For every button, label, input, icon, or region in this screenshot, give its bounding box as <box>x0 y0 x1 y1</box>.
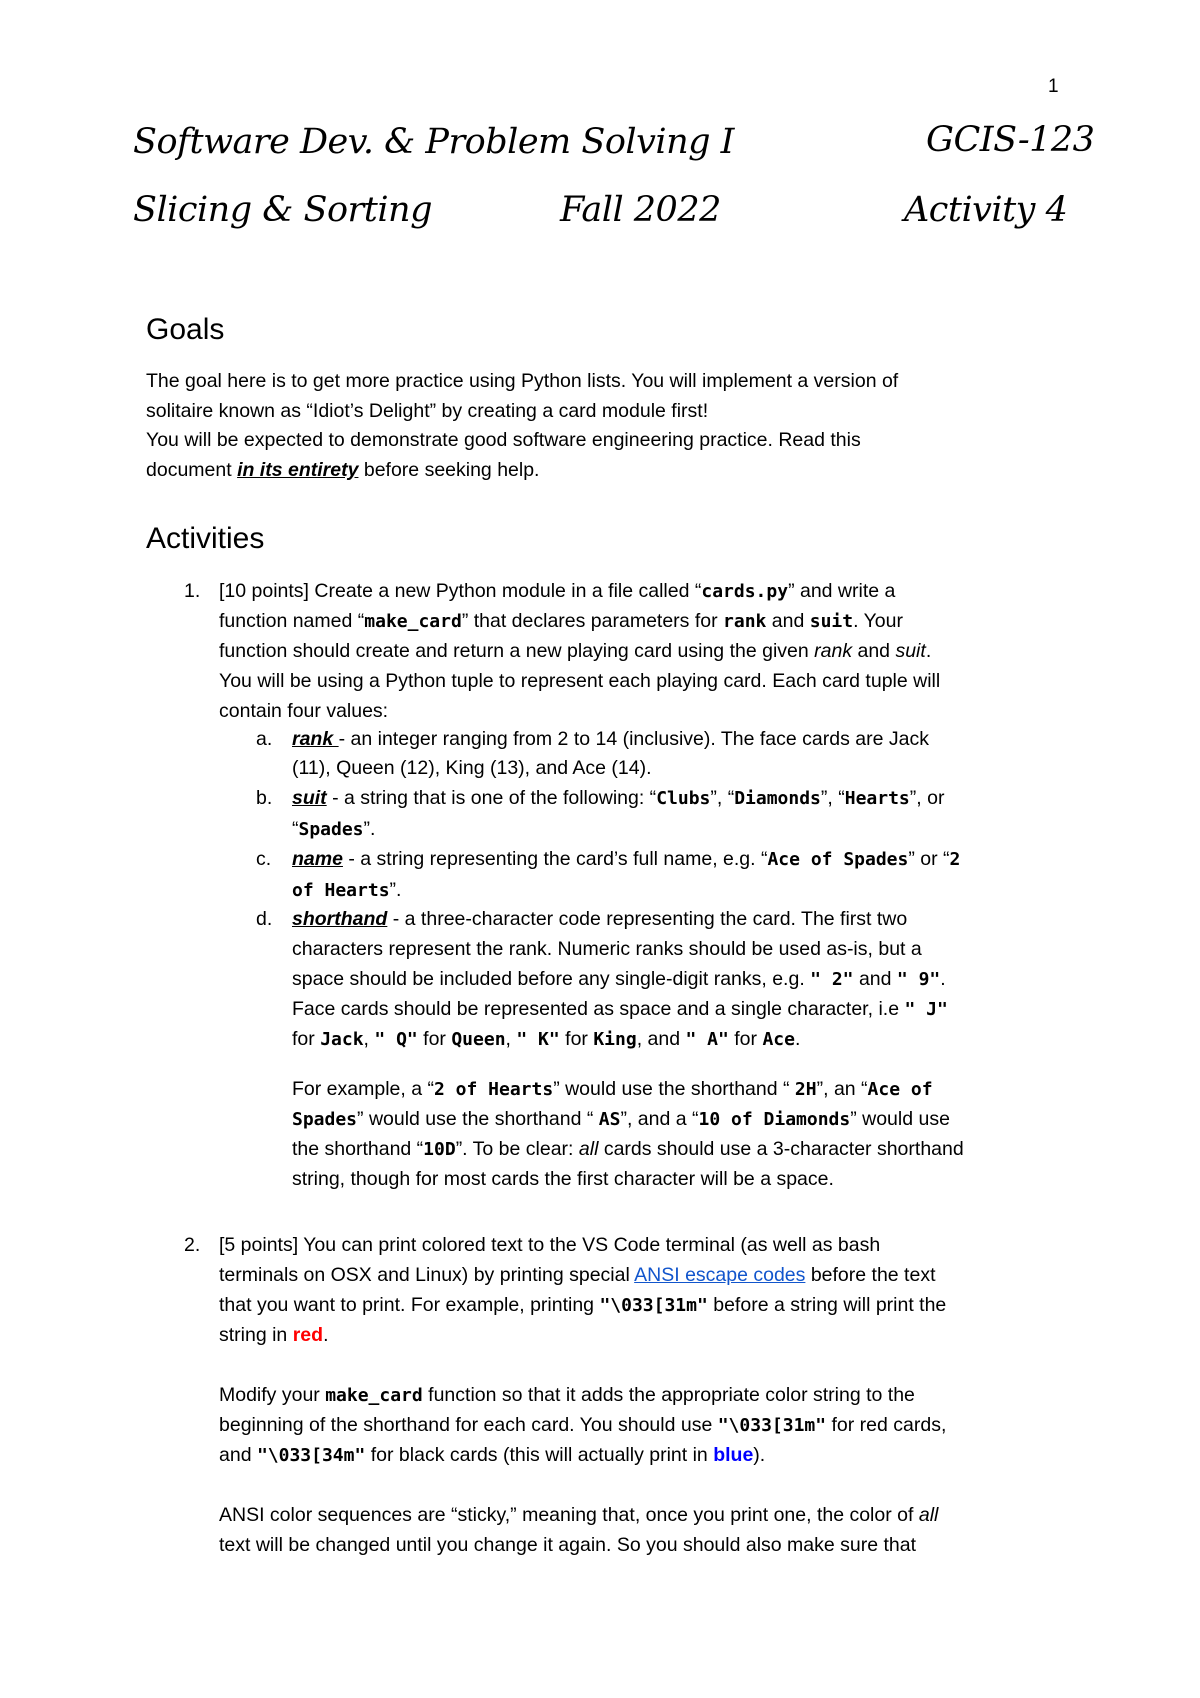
item-line: characters represent the rank. Numeric ranks should be used as-is, but a <box>292 938 922 960</box>
text: the shorthand “ <box>292 1138 424 1160</box>
text: , and <box>636 1028 686 1050</box>
code: Spades <box>298 819 364 840</box>
goals-line: The goal here is to get more practice using Python lists. You will implement a version of <box>146 370 899 392</box>
term: shorthand <box>292 908 388 930</box>
goals-line: solitaire known as “Idiot’s Delight” by creating a card module first! <box>146 400 709 422</box>
italic: rank <box>814 640 853 662</box>
list-number: 2. <box>184 1234 201 1256</box>
text: and <box>853 968 897 990</box>
code: Ace of Spades <box>767 849 909 870</box>
text: for <box>559 1028 594 1050</box>
item-line <box>219 1380 915 1411</box>
code: Hearts <box>844 788 910 809</box>
text: for <box>728 1028 763 1050</box>
item-line: You will be using a Python tuple to represent each playing card. Each card tuple will <box>219 670 941 692</box>
text: Modify your <box>219 1384 326 1406</box>
text: ANSI color sequences are “sticky,” meaning that, once you print one, the color of <box>219 1504 919 1526</box>
page-number: 1 <box>1048 76 1059 97</box>
text: For example, a “ <box>292 1078 434 1100</box>
goals-line <box>146 455 539 485</box>
text: ” would use the shorthand “ <box>357 1108 599 1130</box>
text: ” or “ <box>908 848 950 870</box>
goals-heading: Goals <box>146 313 225 346</box>
text: function so that it adds the appropriate color string to the <box>422 1384 915 1406</box>
text: space should be included before any single-digit ranks, e.g. <box>292 968 811 990</box>
code: " Q" <box>374 1029 418 1050</box>
term: rank <box>292 728 339 750</box>
code: "\033[34m" <box>256 1445 366 1466</box>
code: Clubs <box>656 788 711 809</box>
text: - a string representing the card’s full name, e.g. “ <box>342 848 768 870</box>
code: Jack <box>320 1029 364 1050</box>
text: function named “ <box>219 610 365 632</box>
text: and <box>766 610 810 632</box>
item-line <box>292 1134 964 1165</box>
red-word: red <box>292 1324 324 1346</box>
text: , <box>363 1028 375 1050</box>
text: - a string that is one of the following: “ <box>326 787 657 809</box>
activity-number: Activity 4 <box>904 190 1068 230</box>
code: "\033[31m" <box>717 1415 827 1436</box>
code: " A" <box>685 1029 729 1050</box>
item-line <box>292 1074 933 1105</box>
code: Ace <box>762 1029 795 1050</box>
text: for black cards (this will actually print in <box>365 1444 714 1466</box>
sub-letter: b. <box>256 787 273 809</box>
item-line: (11), Queen (12), King (13), and Ace (14). <box>292 757 652 779</box>
term: suit <box>292 787 327 809</box>
item-line <box>219 1440 765 1471</box>
text: “ <box>292 818 299 840</box>
text: ”, an “ <box>816 1078 868 1100</box>
code: 10 of Diamonds <box>698 1109 851 1130</box>
item-line: string, though for most cards the first character will be a space. <box>292 1168 834 1190</box>
code: "\033[31m" <box>599 1295 708 1316</box>
list-number: 1. <box>184 580 201 602</box>
course-code: GCIS-123 <box>926 120 1095 160</box>
text: . Your <box>853 610 903 632</box>
text: and <box>219 1444 257 1466</box>
item-line <box>292 875 401 906</box>
italic: suit <box>895 640 926 662</box>
code: of Hearts <box>292 880 390 901</box>
item-line <box>219 576 895 607</box>
code: " J" <box>904 999 948 1020</box>
text: [10 points] Create a new Python module in a file called “ <box>219 580 702 602</box>
item-line: contain four values: <box>219 700 389 722</box>
item-line <box>292 1104 950 1135</box>
text: for <box>292 1028 321 1050</box>
text: ”, “ <box>820 787 845 809</box>
sub-letter: d. <box>256 908 273 930</box>
item-line <box>292 964 946 995</box>
code: suit <box>809 611 854 632</box>
item-line <box>292 844 960 875</box>
code: rank <box>723 611 767 632</box>
text: ”, “ <box>710 787 735 809</box>
text: beginning of the shorthand for each card. You should use <box>219 1414 718 1436</box>
text: for red cards, <box>826 1414 947 1436</box>
text: that you want to print. For example, printing <box>219 1294 600 1316</box>
item-line <box>292 814 375 845</box>
code: Ace of <box>867 1079 933 1100</box>
item-line: [5 points] You can print colored text to the VS Code terminal (as well as bash <box>219 1234 881 1256</box>
sub-letter: c. <box>256 848 272 870</box>
code: Diamonds <box>734 788 821 809</box>
code: cards.py <box>701 581 789 602</box>
code: 10D <box>423 1139 456 1160</box>
item-line <box>219 636 931 666</box>
text: ” would use <box>850 1108 950 1130</box>
item-line <box>292 994 948 1025</box>
item-line <box>292 724 929 754</box>
term: name <box>292 848 343 870</box>
course-title: Software Dev. & Problem Solving I <box>133 122 734 162</box>
item-line: text will be changed until you change it again. So you should also make sure that <box>219 1534 917 1556</box>
topic: Slicing & Sorting <box>133 190 432 230</box>
text: ”. To be clear: <box>455 1138 579 1160</box>
activities-heading: Activities <box>146 522 265 555</box>
text: and <box>852 640 896 662</box>
text: for <box>417 1028 452 1050</box>
italic: all <box>578 1138 599 1160</box>
text: ” that declares parameters for <box>461 610 724 632</box>
blue-word: blue <box>713 1444 754 1466</box>
term: Fall 2022 <box>560 190 721 230</box>
text: . <box>925 640 932 662</box>
text: - a three-character code representing the card. The first two <box>387 908 908 930</box>
text: . <box>323 1324 329 1346</box>
emphasis: in its entirety <box>237 459 359 481</box>
text: document <box>146 459 238 481</box>
text: cards should use a 3-character shorthand <box>598 1138 964 1160</box>
text: Face cards should be represented as space and a single character, i.e <box>292 998 905 1020</box>
text: ”, and a “ <box>620 1108 699 1130</box>
text: ” would use the shorthand “ <box>553 1078 795 1100</box>
text: terminals on OSX and Linux) by printing special <box>219 1264 635 1286</box>
goals-line: You will be expected to demonstrate good software engineering practice. Read this <box>146 429 861 451</box>
item-line <box>292 1024 800 1055</box>
text: before a string will print the <box>707 1294 947 1316</box>
code: 2 <box>949 849 961 870</box>
text: function should create and return a new playing card using the given <box>219 640 815 662</box>
code: " 2" <box>810 969 854 990</box>
code: " K" <box>516 1029 560 1050</box>
text: . <box>794 1028 801 1050</box>
code: 2H <box>794 1079 817 1100</box>
code: " 9" <box>896 969 941 990</box>
ansi-escape-codes-link[interactable]: ANSI escape codes <box>634 1264 806 1286</box>
text: ”, or <box>909 787 945 809</box>
text: ” and write a <box>788 580 896 602</box>
code: King <box>593 1029 637 1050</box>
text: before the text <box>805 1264 936 1286</box>
code: make_card <box>364 611 462 632</box>
item-line <box>219 1320 328 1350</box>
text: string in <box>219 1324 293 1346</box>
item-line <box>219 1260 936 1290</box>
italic: all <box>918 1504 939 1526</box>
item-line <box>292 904 907 934</box>
code: AS <box>598 1109 621 1130</box>
text: . <box>940 968 946 990</box>
text: ). <box>753 1444 766 1466</box>
code: Queen <box>451 1029 506 1050</box>
sub-letter: a. <box>256 728 273 750</box>
text: , <box>505 1028 517 1050</box>
text: ”. <box>389 879 402 901</box>
item-line <box>292 783 944 814</box>
text: before seeking help. <box>358 459 540 481</box>
code: make_card <box>325 1385 423 1406</box>
item-line <box>219 1290 946 1321</box>
text: ”. <box>363 818 376 840</box>
item-line <box>219 606 903 637</box>
code: Spades <box>292 1109 358 1130</box>
text: - an integer ranging from 2 to 14 (inclusive). The face cards are Jack <box>338 728 929 750</box>
item-line <box>219 1410 946 1441</box>
code: 2 of Hearts <box>433 1079 554 1100</box>
item-line <box>219 1500 938 1530</box>
